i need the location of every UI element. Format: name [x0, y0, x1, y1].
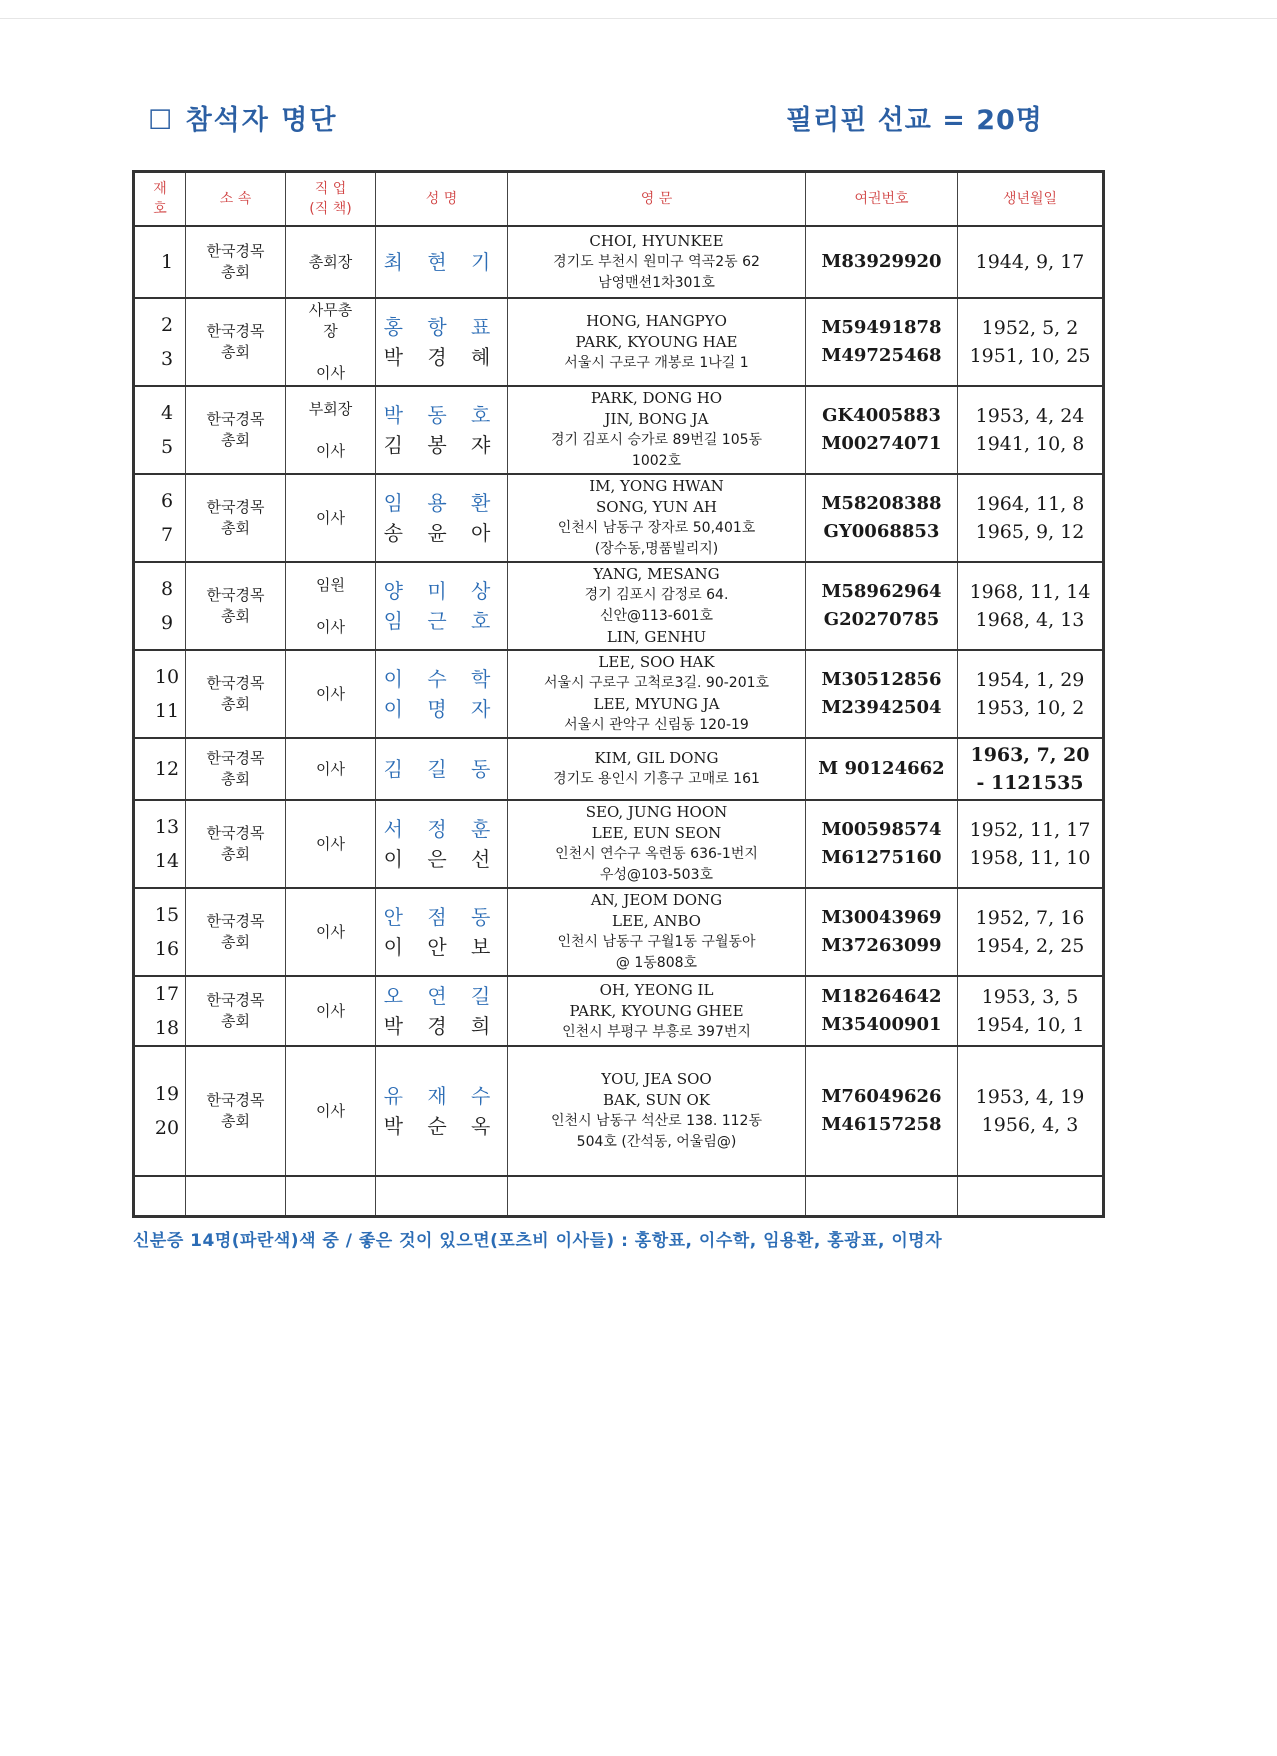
- english-address-cell: YANG, MESANG 경기 김포시 감정로 64. 신안@113-601호 LIN, GENHU: [508, 562, 806, 650]
- position-cell: 총회장: [286, 226, 376, 298]
- birthdate-cell: 1953, 3, 5 1954, 10, 1: [958, 976, 1104, 1046]
- row-number-cell: 19 20: [134, 1046, 186, 1176]
- name-cell: 홍 항 표 박 경 혜: [376, 298, 508, 386]
- name-cell: 오 연 길 박 경 희: [376, 976, 508, 1046]
- english-address-cell: LEE, SOO HAK 서울시 구로구 고척로3길. 90-201호 LEE, MYUNG JA 서울시 관악구 신림동 120-19: [508, 650, 806, 738]
- english-address-cell: YOU, JEA SOO BAK, SUN OK 인천시 남동구 석산로 138. 112동 504호 (간석동, 어울림@): [508, 1046, 806, 1176]
- page-title: ☐ 참석자 명단: [148, 105, 338, 136]
- row-number-cell: 17 18: [134, 976, 186, 1046]
- passport-cell: M30043969 M37263099: [806, 888, 958, 976]
- position-cell: 이사: [286, 888, 376, 976]
- birthdate-cell: 1953, 4, 24 1941, 10, 8: [958, 386, 1104, 474]
- name-cell: 유 재 수 박 순 옥: [376, 1046, 508, 1176]
- affiliation-cell: 한국경목 총회: [186, 226, 286, 298]
- affiliation-cell: 한국경목 총회: [186, 386, 286, 474]
- empty-row: [134, 1176, 1104, 1216]
- row-number-cell: 15 16: [134, 888, 186, 976]
- row-number-cell: 1: [134, 226, 186, 298]
- empty-cell: [186, 1176, 286, 1216]
- empty-cell: [806, 1176, 958, 1216]
- position-cell: 이사: [286, 976, 376, 1046]
- affiliation-cell: 한국경목 총회: [186, 650, 286, 738]
- name-cell: 김 길 동: [376, 738, 508, 800]
- affiliation-cell: 한국경목 총회: [186, 738, 286, 800]
- english-address-cell: IM, YONG HWAN SONG, YUN AH 인천시 남동구 장자로 50,401호 (장수동,명품빌리지): [508, 474, 806, 562]
- passport-cell: M58962964 G20270785: [806, 562, 958, 650]
- row-number-cell: 4 5: [134, 386, 186, 474]
- birthdate-cell: 1944, 9, 17: [958, 226, 1104, 298]
- passport-cell: M18264642 M35400901: [806, 976, 958, 1046]
- table-row: [134, 562, 1104, 650]
- name-cell: 이 수 학 이 명 자: [376, 650, 508, 738]
- position-cell: 부회장 이사: [286, 386, 376, 474]
- position-cell: 이사: [286, 1046, 376, 1176]
- col-header-position: 직 업 (직 책): [286, 172, 376, 227]
- empty-cell: [134, 1176, 186, 1216]
- affiliation-cell: 한국경목 총회: [186, 976, 286, 1046]
- passport-cell: M83929920: [806, 226, 958, 298]
- name-cell: 안 점 동 이 안 보: [376, 888, 508, 976]
- english-address-cell: OH, YEONG IL PARK, KYOUNG GHEE 인천시 부평구 부흥로 397번지: [508, 976, 806, 1046]
- col-header-english: 영 문: [508, 172, 806, 227]
- english-address-cell: AN, JEOM DONG LEE, ANBO 인천시 남동구 구월1동 구월동아 @ 1동808호: [508, 888, 806, 976]
- birthdate-cell: 1968, 11, 14 1968, 4, 13: [958, 562, 1104, 650]
- table-row: [134, 976, 1104, 1046]
- empty-cell: [508, 1176, 806, 1216]
- col-header-passport: 여권번호: [806, 172, 958, 227]
- passport-cell: M58208388 GY0068853: [806, 474, 958, 562]
- passport-cell: M 90124662: [806, 738, 958, 800]
- attendee-table: [132, 170, 1105, 1218]
- row-number-cell: 6 7: [134, 474, 186, 562]
- passport-cell: M76049626 M46157258: [806, 1046, 958, 1176]
- english-address-cell: PARK, DONG HO JIN, BONG JA 경기 김포시 승가로 89번길 105동 1002호: [508, 386, 806, 474]
- position-cell: 임원 이사: [286, 562, 376, 650]
- name-cell: 최 현 기: [376, 226, 508, 298]
- affiliation-cell: 한국경목 총회: [186, 298, 286, 386]
- passport-cell: M00598574 M61275160: [806, 800, 958, 888]
- affiliation-cell: 한국경목 총회: [186, 800, 286, 888]
- table-header-row: [134, 172, 1104, 227]
- col-header-name: 성 명: [376, 172, 508, 227]
- position-cell: 이사: [286, 650, 376, 738]
- affiliation-cell: 한국경목 총회: [186, 1046, 286, 1176]
- table-row: [134, 888, 1104, 976]
- affiliation-cell: 한국경목 총회: [186, 888, 286, 976]
- birthdate-cell: 1953, 4, 19 1956, 4, 3: [958, 1046, 1104, 1176]
- row-number-cell: 8 9: [134, 562, 186, 650]
- english-address-cell: CHOI, HYUNKEE 경기도 부천시 원미구 역곡2동 62 남영맨션1차301호: [508, 226, 806, 298]
- birthdate-cell: 1952, 7, 16 1954, 2, 25: [958, 888, 1104, 976]
- passport-cell: M59491878 M49725468: [806, 298, 958, 386]
- table-row: [134, 298, 1104, 386]
- table-row: [134, 738, 1104, 800]
- birthdate-cell: 1954, 1, 29 1953, 10, 2: [958, 650, 1104, 738]
- birthdate-cell: 1963, 7, 20 - 1121535: [958, 738, 1104, 800]
- position-cell: 이사: [286, 474, 376, 562]
- position-cell: 사무총 장 이사: [286, 298, 376, 386]
- birthdate-cell: 1964, 11, 8 1965, 9, 12: [958, 474, 1104, 562]
- table-row: [134, 1046, 1104, 1176]
- name-cell: 박 동 호 김 봉 쟈: [376, 386, 508, 474]
- empty-cell: [376, 1176, 508, 1216]
- affiliation-cell: 한국경목 총회: [186, 562, 286, 650]
- name-cell: 서 정 훈 이 은 선: [376, 800, 508, 888]
- english-address-cell: SEO, JUNG HOON LEE, EUN SEON 인천시 연수구 옥련동 636-1번지 우성@103-503호: [508, 800, 806, 888]
- table-row: [134, 474, 1104, 562]
- passport-cell: M30512856 M23942504: [806, 650, 958, 738]
- footnote: 신분증 14명(파란색)색 중 / 좋은 것이 있으면(포츠비 이사들) : 홍항표, 이수학, 임용환, 홍광표, 이명자: [133, 1231, 943, 1251]
- col-header-affiliation: 소 속: [186, 172, 286, 227]
- top-rule: [0, 18, 1277, 19]
- col-header-no: 재 호: [134, 172, 186, 227]
- row-number-cell: 12: [134, 738, 186, 800]
- row-number-cell: 13 14: [134, 800, 186, 888]
- position-cell: 이사: [286, 800, 376, 888]
- row-number-cell: 10 11: [134, 650, 186, 738]
- empty-cell: [286, 1176, 376, 1216]
- table-row: [134, 800, 1104, 888]
- passport-cell: GK4005883 M00274071: [806, 386, 958, 474]
- name-cell: 양 미 상 임 근 호: [376, 562, 508, 650]
- position-cell: 이사: [286, 738, 376, 800]
- table-row: [134, 650, 1104, 738]
- english-address-cell: KIM, GIL DONG 경기도 용인시 기흥구 고매로 161: [508, 738, 806, 800]
- english-address-cell: HONG, HANGPYO PARK, KYOUNG HAE 서울시 구로구 개봉로 1나길 1: [508, 298, 806, 386]
- birthdate-cell: 1952, 5, 2 1951, 10, 25: [958, 298, 1104, 386]
- row-number-cell: 2 3: [134, 298, 186, 386]
- name-cell: 임 용 환 송 윤 아: [376, 474, 508, 562]
- birthdate-cell: 1952, 11, 17 1958, 11, 10: [958, 800, 1104, 888]
- affiliation-cell: 한국경목 총회: [186, 474, 286, 562]
- col-header-birth: 생년월일: [958, 172, 1104, 227]
- mission-count-title: 필리핀 선교 = 20명: [786, 105, 1043, 136]
- table-row: [134, 386, 1104, 474]
- table-row: [134, 226, 1104, 298]
- empty-cell: [958, 1176, 1104, 1216]
